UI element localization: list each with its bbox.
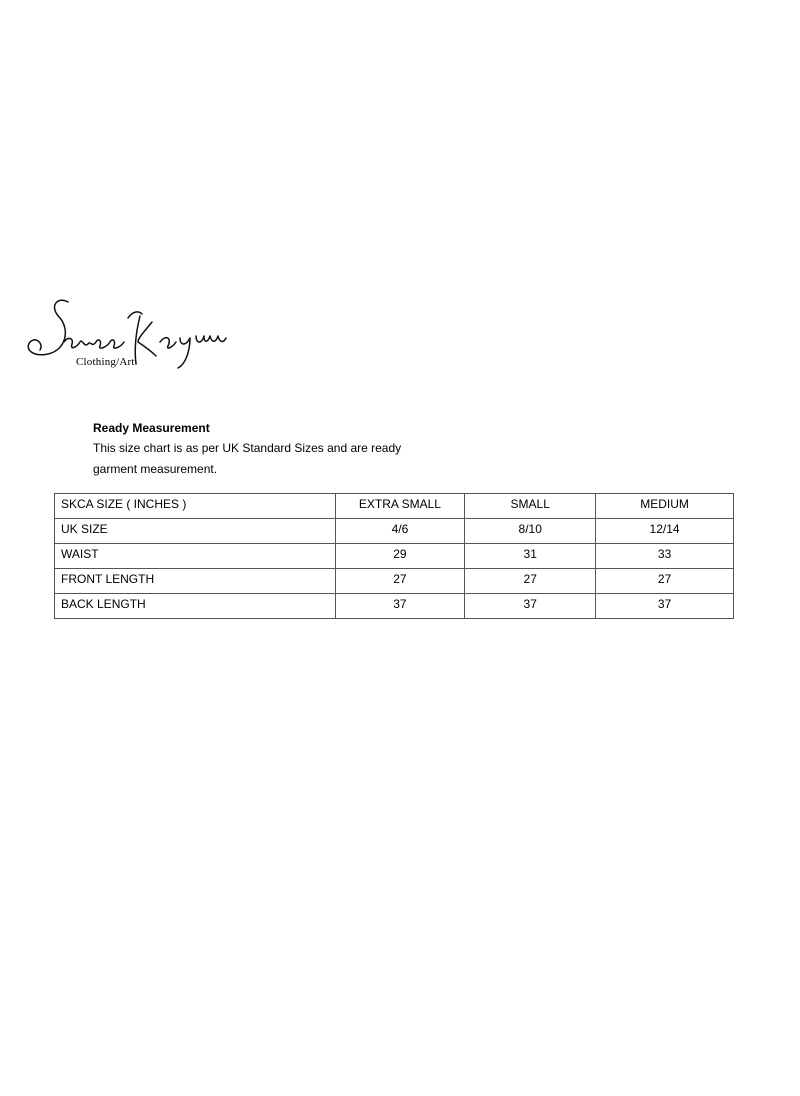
table-row <box>55 519 734 544</box>
table-cell: 27 <box>335 569 465 594</box>
table-cell: 4/6 <box>335 519 465 544</box>
header-cell: EXTRA SMALL <box>335 494 465 519</box>
table-cell: 33 <box>596 544 734 569</box>
brand-subtitle: Clothing/Art <box>76 356 135 368</box>
row-label-cell: BACK LENGTH <box>55 594 336 619</box>
table-cell: 37 <box>596 594 734 619</box>
table-cell: 37 <box>465 594 596 619</box>
table-row <box>55 594 734 619</box>
description-line: This size chart is as per UK Standard Sizes and are ready <box>93 441 402 455</box>
table-cell: 31 <box>465 544 596 569</box>
header-cell: MEDIUM <box>596 494 734 519</box>
table-row <box>55 544 734 569</box>
size-chart-table <box>54 493 734 619</box>
table-row <box>55 569 734 594</box>
table-cell: 8/10 <box>465 519 596 544</box>
row-label-cell: FRONT LENGTH <box>55 569 336 594</box>
table-cell: 27 <box>465 569 596 594</box>
row-label-cell: UK SIZE <box>55 519 336 544</box>
table-header-row <box>55 494 734 519</box>
row-label-cell: WAIST <box>55 544 336 569</box>
section-heading: Ready Measurement <box>93 421 210 435</box>
description-line: garment measurement. <box>93 462 218 476</box>
header-cell: SMALL <box>465 494 596 519</box>
table-cell: 12/14 <box>596 519 734 544</box>
table-cell: 27 <box>596 569 734 594</box>
header-cell: SKCA SIZE ( INCHES ) <box>55 494 336 519</box>
table-cell: 37 <box>335 594 465 619</box>
section-description <box>93 438 413 480</box>
table-cell: 29 <box>335 544 465 569</box>
